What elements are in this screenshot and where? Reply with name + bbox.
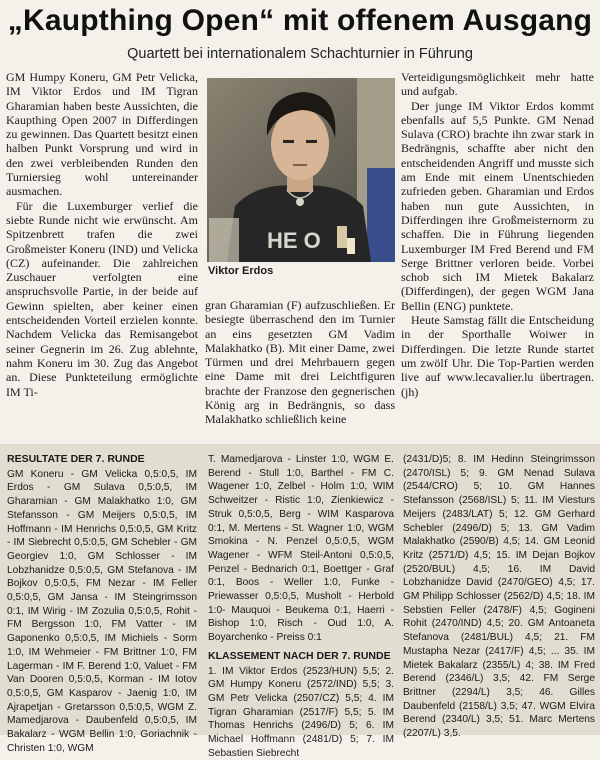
article-paragraph: Der junge IM Viktor Erdos kommt ebenfalls auf 5,5 Punkte. GM Nenad Sulava (CRO) brachte ihn zwar stark in Bedrängnis, schaffte aber nicht den entscheidenden Angriff und musste sich am Ende mit einem Unentschieden zufrieden geben. Gharamian und Erdos haben nun gute Aussichten, in Differdingen ihre Großmeisternorm zu schaffen. Die in Führung liegenden Luxemburger IM Fred Berend und FM Serge Brittner verloren beide. Vorbei schob sich IM Mietek Bakalarz (Differdingen), der gegen WGM Jana Bellin (ENG) punktete. bbox=[401, 98, 594, 313]
standings-heading: KLASSEMENT NACH DER 7. RUNDE bbox=[208, 649, 391, 662]
standings-text: (2431/D)5; 8. IM Hedinn Steingrimsson (2470/ISL) 5; 9. GM Nenad Sulava (2544/CRO) 5; 10. GM Hannes Stefansson (2568/ISL) 5; 11. IM Viesturs Meijers (2483/LAT) 5; 12. GM Gerhard Schebler (2496/D) 5; 13. GM Vadim Malakhatko (2590/B) 4,5; 14. GM Leonid Kritz (2571/D) 4,5; 15. IM Dejan Bojkov (2520/BUL) 4,5; 16. IM David Lobzhanidze David (2470/GEO) 4,5; 17. GM Philipp Schlosser (2562/D) 4,5; 18. IM Sebstien Feller (2478/F) 4,5; Gogineni Rohit (2470/IND) 4,5; 20. GM Antoaneta Stefanova (2481/BUL) 4,5; 21. FM Mustapha Nezar (2417/F) 4,5; ... 35. IM Mietek Bakalarz (2355/L) 4; 38. IM Fred Berend (2346/L) 3,5; 42. FM Serge Brittner (2294/L) 3,5; 46. Gilles Daubenfeld (2158/L) 3,5; 47. WGM Elvira Berend (2340/L) 3,5; 51. Marc Mertens (2207/L) 3,5. bbox=[403, 454, 595, 740]
article-paragraph: gran Gharamian (F) aufzuschließen. Er besiegte überraschend den im Turnier an eins gesetzten GM Vadim Malakhatko (B). Mit einer Dame, zwei Türmen und drei Mehrbauern gegen eine Dame mit drei Leichtfiguren brachte der Franzose den gegnerischen König arg in Bedrängnis, so dass Malakhatko schließlich keine bbox=[205, 298, 395, 427]
article-paragraph: Für die Luxemburger verlief die siebte Runde nicht wie erwünscht. Am Spitzenbrett trafen die zwei Großmeister Koneru (IND) und Velicka (CZ) aufeinander. Die zahlreichen Zuschauer verfolgten eine anspruchsvolle Partie, in der beide auf Gewinn spielten, aber keiner einen entscheidenden Vorteil erzielen konnte. Nachdem Velicka das Remisangebot seiner Gegnerin im 26. Zug ablehnte, nahm Koneru im 30. Zug das Angebot an. Diese Punkteteilung ermöglichte IM Ti- bbox=[6, 198, 198, 399]
results-column-2 bbox=[208, 453, 394, 760]
article-paragraph: Verteidigungsmöglichkeit mehr hatte und aufgab. bbox=[401, 70, 594, 99]
portrait-image bbox=[207, 78, 395, 262]
results-box bbox=[0, 444, 600, 759]
subheadline: Quartett bei internationalem Schachturnier in Führung bbox=[127, 46, 473, 62]
article-column-2 bbox=[205, 298, 395, 427]
article-paragraph: GM Humpy Koneru, GM Petr Velicka, IM Viktor Erdos und IM Tigran Gharamian haben beste Aussichten, die Kaupthing Open 2007 in Differdingen zu gewinnen. Das Quartett besitzt einen halben Punkt Vorsprung und wird in den zwei verbleibenden Runden den Turniersieg wohl untereinander ausmachen. bbox=[6, 70, 198, 199]
standings-text: 1. IM Viktor Erdos (2523/HUN) 5,5; 2. GM Humpy Koneru (2572/IND) 5,5; 3. GM Petr Velicka (2507/CZ) 5,5; 4. IM Tigran Gharamian (2517/F) 5,5; 5. IM Thomas Henrichs (2496/D) 5; 6. IM Michael Hoffmann (2481/D) 5; 7. IM Sebastien Siebrecht bbox=[208, 665, 394, 759]
results-column-3 bbox=[403, 453, 595, 741]
svg-text:HE O: HE O bbox=[267, 228, 321, 253]
player-photo bbox=[207, 78, 395, 262]
results-column-1 bbox=[7, 453, 197, 755]
results-text: T. Mamedjarova - Linster 1:0, WGM E. Berend - Stull 1:0, Barthel - FM C. Wagener 1:0, Zelbel - Holm 1:0, WIM Schweitzer - Ristic 1:0, Zienkiewicz - Struk 0,5:0,5, Berg - WIM Kasparova 0:1, M. Mertens - St. Wagner 1:0, WGM Smokina - N. Penzel 0,5:0,5, WGM Wagener - WFM Steil-Antoni 0,5:0,5, Penzel - Bednarich 0:1, Boettger - Graf 0:1, Boos - Weller 1:0, Funke - Priewasser 0,5:0,5, Musholt - Herbold 1:0- Mauquoi - Beukema 0:1, Haerri - Bishop 1:0, Risch - Oud 1:0, A. Boyarchenko - Preiss 0:1 bbox=[208, 454, 394, 644]
results-text: GM Koneru - GM Velicka 0,5:0,5, IM Erdos - GM Sulava 0,5:0,5, IM Gharamian - GM Malakhatko 1:0, GM Stefansson - GM Meijers 0,5:0,5, IM Hoffmann - IM Henrichs 0,5:0,5, GM Kritz - IM Siebrecht 0,5:0,5, GM Schebler - GM Georgiev 1:0, GM Schlosser - IM Lobzhanidze 0,5:0,5, GM Stefanova - IM Bojkov 0,5:0,5, FM Nezar - IM Feller 0,5:0,5, GM Jansa - IM Steingrimsson 0:1, IM Wirig - IM Zozulia 0,5:0,5, Rohit - FM Bergsson 1:0, FM Vatter - IM Gaponenko 0,5:0,5, IM Michiels - Sorm 1:0, IM Wehmeier - FM Brittner 1:0, FM Lagerman - IM F. Berend 1:0, Valuet - FM Van Dooren 0,5:0,5, Korman - IM Iotov 0,5:0,5, GM Kasparov - Jaenig 1:0, IM Ajrapetjan - Gretarsson 0,5:0,5, WGM Z. Mamedjarova - Daubenfeld 0,5:0,5, IM Bakalarz - WGM Bellin 1:0, Goriachnik - Christen 1:0, WGM bbox=[7, 468, 197, 754]
article-column-1 bbox=[6, 70, 198, 399]
article-paragraph: Heute Samstag fällt die Entscheidung in der Sporthalle Woiwer in Differdingen. Die letzte Runde startet um zwölf Uhr. Die Top-Partien werden live auf www.lecavalier.lu übertragen. (jh) bbox=[401, 313, 594, 399]
article-column-3 bbox=[401, 70, 594, 399]
photo-caption: Viktor Erdos bbox=[208, 265, 274, 277]
headline: „Kaupthing Open“ mit offenem Ausgang bbox=[7, 4, 593, 37]
results-heading: RESULTATE DER 7. RUNDE bbox=[7, 453, 145, 465]
